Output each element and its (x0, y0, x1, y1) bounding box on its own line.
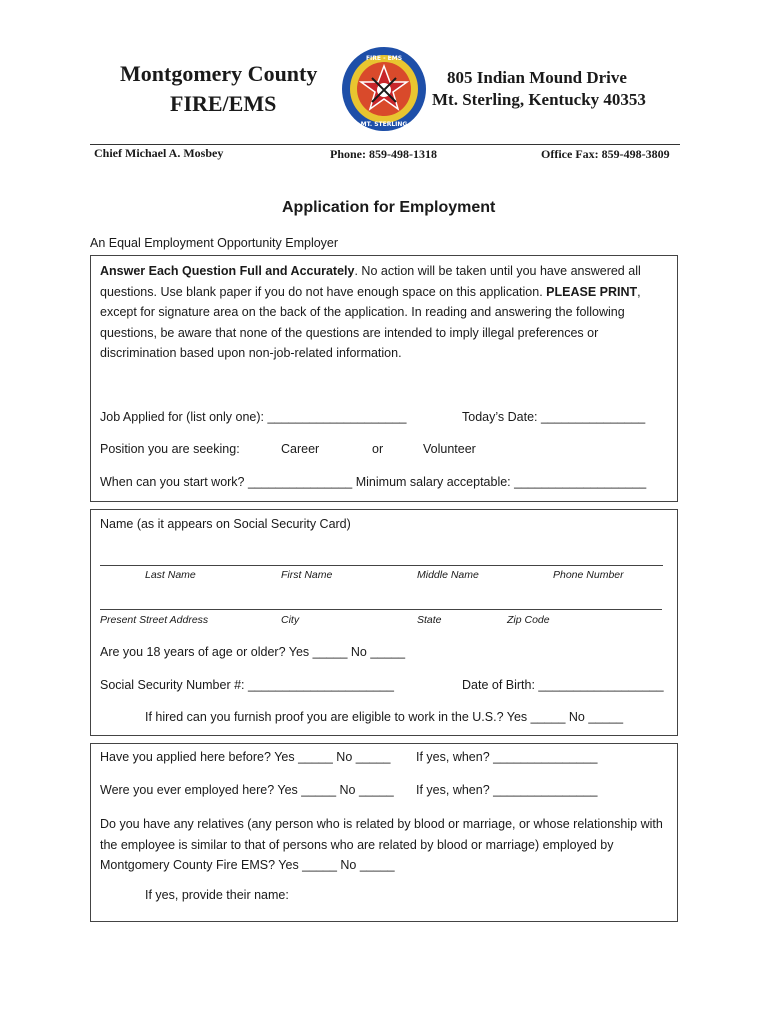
address-line1: 805 Indian Mound Drive (447, 68, 627, 87)
dob-field[interactable]: Date of Birth: __________________ (462, 678, 664, 692)
eeo-subtitle: An Equal Employment Opportunity Employer (90, 236, 339, 250)
header-divider (90, 144, 680, 145)
volunteer-option[interactable]: Volunteer (423, 442, 476, 456)
instructions-lead: Answer Each Question Full and Accurately (100, 264, 355, 278)
applied-when-field[interactable]: If yes, when? _______________ (416, 750, 598, 764)
career-option[interactable]: Career (281, 442, 320, 456)
todays-date-field[interactable]: Today’s Date: _______________ (462, 410, 646, 424)
first-name-caption: First Name (281, 569, 333, 581)
org-name-line1: Montgomery County (120, 61, 318, 86)
instructions-text1: . No action will be taken until you have answered all questions. Use blank paper if you do not have enough space on this application. (100, 264, 641, 299)
department-seal-logo (341, 46, 427, 132)
instructions-please-print: PLEASE PRINT (546, 284, 638, 299)
work-eligibility-question[interactable]: If hired can you furnish proof you are eligible to work in the U.S.? Yes _____ No _____ (145, 710, 624, 724)
zip-caption: Zip Code (507, 614, 550, 626)
state-caption: State (417, 614, 442, 626)
relatives-question[interactable]: Do you have any relatives (any person who is related by blood or marriage, or whose relationship with the employee is similar to that of persons who are related by blood or marriage) employed by Montgomery County Fire EMS? Yes _____ No _____ (100, 817, 663, 872)
employed-when-field[interactable]: If yes, when? _______________ (416, 783, 598, 797)
address-line[interactable] (100, 609, 662, 610)
office-fax: Office Fax: 859-498-3809 (541, 147, 670, 161)
last-name-caption: Last Name (145, 569, 196, 581)
chief-name: Chief Michael A. Mosbey (94, 146, 224, 160)
employed-before-question[interactable]: Were you ever employed here? Yes _____ No _____ (100, 783, 394, 797)
address-line2: Mt. Sterling, Kentucky 40353 (432, 90, 646, 109)
age-question[interactable]: Are you 18 years of age or older? Yes _____ No _____ (100, 645, 406, 659)
instructions-text2: , except for signature area on the back of the application. In reading and answering the following questions, be aware that none of the questions are intended to imply illegal preferences or discrimination based upon non-job-related information. (100, 284, 641, 360)
logo-text-bottom: MT. STERLING (360, 121, 408, 128)
phone-number: Phone: 859-498-1318 (330, 147, 437, 161)
phone-number-caption: Phone Number (553, 569, 624, 581)
street-caption: Present Street Address (100, 614, 209, 626)
job-applied-field[interactable]: Job Applied for (list only one): ____________________ (100, 410, 407, 424)
middle-name-caption: Middle Name (417, 569, 479, 581)
start-work-salary-field[interactable]: When can you start work? _______________ Minimum salary acceptable: ___________________ (100, 475, 647, 489)
org-name-line2: FIRE/EMS (170, 91, 277, 116)
applied-before-question[interactable]: Have you applied here before? Yes _____ No _____ (100, 750, 391, 764)
instructions-paragraph (100, 261, 655, 364)
position-label: Position you are seeking: (100, 442, 240, 456)
name-line[interactable] (100, 565, 663, 566)
name-label: Name (as it appears on Social Security Card) (100, 517, 351, 531)
or-label: or (372, 442, 384, 456)
city-caption: City (281, 614, 300, 626)
relatives-name-field[interactable]: If yes, provide their name: (145, 888, 289, 902)
logo-text-top: FIRE - EMS (365, 55, 403, 62)
ssn-field[interactable]: Social Security Number #: _____________________ (100, 678, 394, 692)
page-title: Application for Employment (282, 199, 496, 216)
